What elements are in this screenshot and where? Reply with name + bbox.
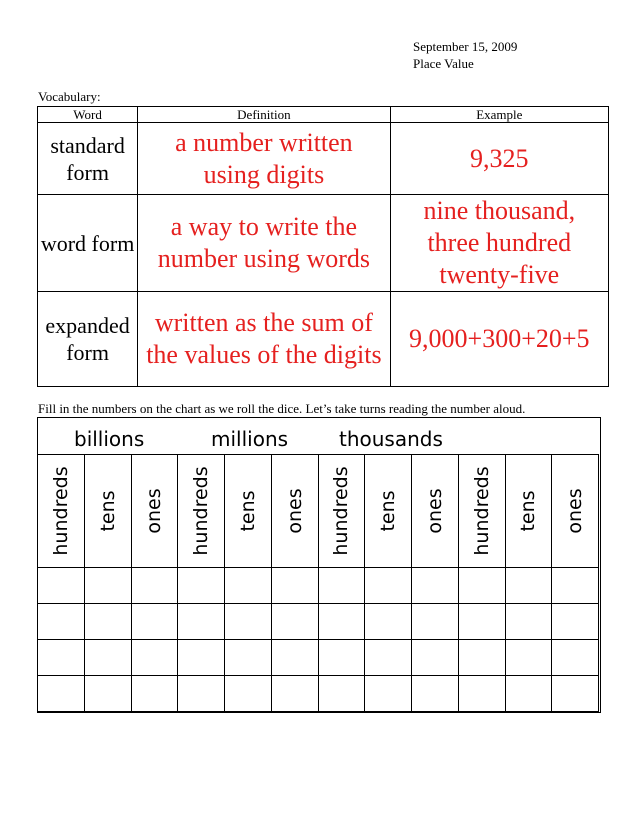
page-header bbox=[413, 38, 517, 72]
place-column-header bbox=[38, 455, 85, 568]
blank-cell[interactable] bbox=[38, 604, 85, 640]
place-label: tens bbox=[236, 490, 259, 532]
blank-entry-row bbox=[38, 640, 599, 676]
place-label: tens bbox=[517, 490, 540, 532]
vocab-definition-text: a number written using digits bbox=[175, 127, 353, 189]
place-label: hundreds bbox=[49, 466, 72, 556]
place-label: tens bbox=[377, 490, 400, 532]
place-label: ones bbox=[423, 488, 446, 534]
blank-cell[interactable] bbox=[365, 640, 412, 676]
blank-cell[interactable] bbox=[131, 676, 178, 712]
place-column-header bbox=[505, 455, 552, 568]
blank-cell[interactable] bbox=[178, 568, 225, 604]
header-example: Example bbox=[390, 107, 608, 123]
place-label: hundreds bbox=[330, 466, 353, 556]
blank-cell[interactable] bbox=[178, 676, 225, 712]
period-thousands: thousands bbox=[339, 427, 443, 451]
blank-cell[interactable] bbox=[131, 568, 178, 604]
blank-cell[interactable] bbox=[131, 604, 178, 640]
place-column-header bbox=[84, 455, 131, 568]
place-label: ones bbox=[283, 488, 306, 534]
blank-cell[interactable] bbox=[458, 568, 505, 604]
place-column-header bbox=[178, 455, 225, 568]
vocabulary-table bbox=[37, 106, 609, 387]
header-definition: Definition bbox=[138, 107, 390, 123]
blank-entry-row bbox=[38, 676, 599, 712]
blank-cell[interactable] bbox=[38, 676, 85, 712]
vocab-definition bbox=[138, 195, 390, 292]
blank-cell[interactable] bbox=[84, 568, 131, 604]
vocab-header-row bbox=[38, 107, 609, 123]
place-column-header bbox=[458, 455, 505, 568]
header-word: Word bbox=[38, 107, 138, 123]
vocab-example bbox=[390, 195, 608, 292]
blank-cell[interactable] bbox=[131, 640, 178, 676]
blank-cell[interactable] bbox=[505, 604, 552, 640]
blank-cell[interactable] bbox=[84, 640, 131, 676]
place-value-grid bbox=[37, 454, 599, 712]
blank-cell[interactable] bbox=[318, 604, 365, 640]
blank-cell[interactable] bbox=[225, 676, 272, 712]
place-label: hundreds bbox=[190, 466, 213, 556]
place-column-header bbox=[365, 455, 412, 568]
blank-cell[interactable] bbox=[271, 604, 318, 640]
vocabulary-label: Vocabulary: bbox=[38, 89, 101, 104]
place-column-header bbox=[271, 455, 318, 568]
blank-cell[interactable] bbox=[84, 604, 131, 640]
vocab-word bbox=[38, 123, 138, 195]
vocab-example: 9,000+300+20+5 bbox=[390, 292, 608, 387]
place-label: hundreds bbox=[470, 466, 493, 556]
place-column-header bbox=[131, 455, 178, 568]
blank-cell[interactable] bbox=[412, 676, 459, 712]
blank-cell[interactable] bbox=[412, 604, 459, 640]
vocab-definition bbox=[138, 292, 390, 387]
vocab-word-text: expanded form bbox=[45, 313, 130, 365]
blank-cell[interactable] bbox=[271, 676, 318, 712]
blank-cell[interactable] bbox=[365, 676, 412, 712]
place-label-row bbox=[38, 455, 599, 568]
blank-cell[interactable] bbox=[225, 640, 272, 676]
vocab-definition-text: written as the sum of the values of the digits bbox=[146, 308, 382, 369]
blank-cell[interactable] bbox=[505, 676, 552, 712]
blank-cell[interactable] bbox=[458, 604, 505, 640]
blank-cell[interactable] bbox=[458, 640, 505, 676]
blank-cell[interactable] bbox=[458, 676, 505, 712]
blank-entry-row bbox=[38, 604, 599, 640]
blank-cell[interactable] bbox=[365, 604, 412, 640]
blank-cell[interactable] bbox=[38, 640, 85, 676]
blank-cell[interactable] bbox=[412, 568, 459, 604]
period-labels bbox=[38, 418, 600, 454]
blank-cell[interactable] bbox=[412, 640, 459, 676]
place-column-header bbox=[318, 455, 365, 568]
vocab-example: 9,325 bbox=[390, 123, 608, 195]
blank-cell[interactable] bbox=[225, 604, 272, 640]
blank-cell[interactable] bbox=[178, 640, 225, 676]
blank-cell[interactable] bbox=[225, 568, 272, 604]
blank-cell[interactable] bbox=[318, 640, 365, 676]
place-label: ones bbox=[143, 488, 166, 534]
topic-text: Place Value bbox=[413, 56, 474, 71]
vocab-row-standard-form bbox=[38, 123, 609, 195]
blank-cell[interactable] bbox=[505, 640, 552, 676]
vocab-example-text: nine thousand, three hundred twenty-five bbox=[423, 196, 576, 289]
blank-cell[interactable] bbox=[271, 640, 318, 676]
place-column-header bbox=[552, 455, 599, 568]
blank-entry-row bbox=[38, 568, 599, 604]
period-millions: millions bbox=[211, 427, 289, 451]
vocab-definition bbox=[138, 123, 390, 195]
instructions-text: Fill in the numbers on the chart as we roll the dice. Let’s take turns reading the number aloud. bbox=[38, 401, 526, 416]
blank-cell[interactable] bbox=[505, 568, 552, 604]
place-label: ones bbox=[564, 488, 587, 534]
date-text: September 15, 2009 bbox=[413, 39, 518, 54]
place-value-chart bbox=[37, 417, 601, 713]
blank-cell[interactable] bbox=[365, 568, 412, 604]
period-billions: billions bbox=[74, 427, 145, 451]
place-column-header bbox=[225, 455, 272, 568]
blank-cell[interactable] bbox=[271, 568, 318, 604]
place-label: tens bbox=[96, 490, 119, 532]
vocab-definition-text: a way to write the number using words bbox=[157, 212, 371, 273]
vocab-row-expanded-form bbox=[38, 292, 609, 387]
blank-cell[interactable] bbox=[84, 676, 131, 712]
blank-cell[interactable] bbox=[38, 568, 85, 604]
blank-cell[interactable] bbox=[552, 568, 599, 604]
vocab-word-text: standard form bbox=[50, 132, 125, 185]
blank-cell[interactable] bbox=[318, 676, 365, 712]
blank-cell[interactable] bbox=[318, 568, 365, 604]
vocab-word bbox=[38, 292, 138, 387]
blank-cell[interactable] bbox=[552, 676, 599, 712]
blank-cell[interactable] bbox=[552, 604, 599, 640]
vocab-row-word-form bbox=[38, 195, 609, 292]
blank-cell[interactable] bbox=[178, 604, 225, 640]
blank-cell[interactable] bbox=[552, 640, 599, 676]
place-column-header bbox=[412, 455, 459, 568]
vocab-word: word form bbox=[38, 195, 138, 292]
